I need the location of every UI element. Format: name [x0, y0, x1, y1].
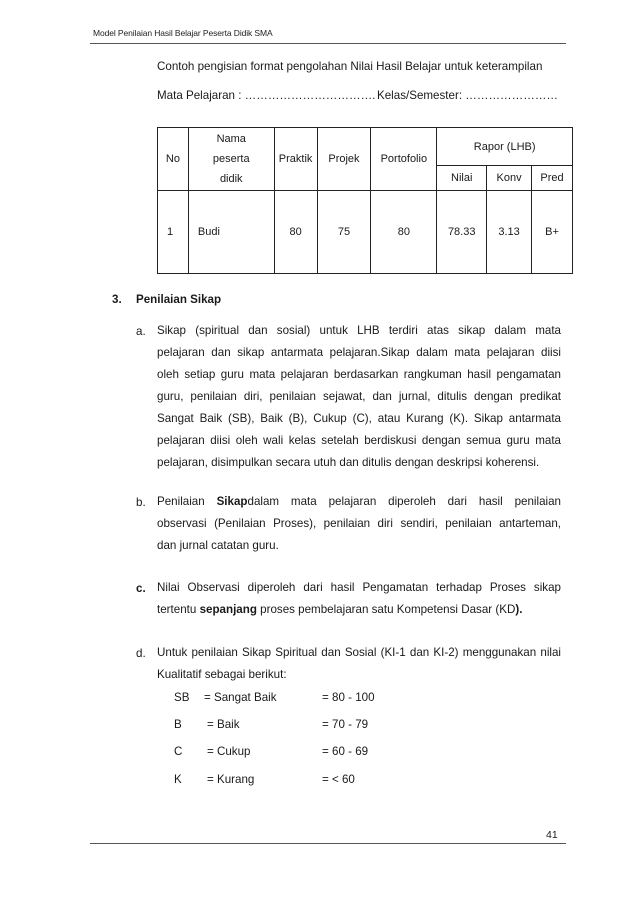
scale-code: SB [174, 691, 190, 704]
scale-label: = Cukup [207, 745, 251, 758]
scale-range: = 60 - 69 [322, 745, 369, 758]
item-b-pre: Penilaian [157, 495, 205, 508]
item-b-marker: b. [136, 496, 146, 509]
cell-pred: B+ [532, 191, 573, 274]
scale-code: B [174, 718, 182, 731]
cell-nama: Budi [188, 191, 274, 274]
cell-no: 1 [158, 191, 189, 274]
cell-praktik: 80 [274, 191, 317, 274]
scale-code: K [174, 773, 182, 786]
cell-projek: 75 [317, 191, 371, 274]
item-c-post: proses pembelajaran satu Kompetensi Dasar (KD [260, 603, 516, 616]
header-rule [90, 43, 566, 44]
item-c-line2 [157, 599, 561, 621]
header-konv: Konv [487, 166, 532, 191]
header-rapor: Rapor (LHB) [437, 128, 573, 166]
table-row [158, 191, 573, 274]
item-b-bold: Sikap [216, 495, 248, 508]
page-number: 41 [546, 829, 558, 841]
item-b-line3: dan jurnal catatan guru. [157, 539, 279, 552]
item-d-line1: Untuk penilaian Sikap Spiritual dan Sosial (KI-1 dan KI-2) menggunakan nilai [157, 646, 561, 659]
intro-line: Contoh pengisian format pengolahan Nilai Hasil Belajar untuk keterampilan [157, 60, 543, 73]
section-number: 3. [112, 293, 122, 306]
scale-label: = Baik [207, 718, 240, 731]
header-projek: Projek [317, 128, 371, 191]
cell-portofolio: 80 [371, 191, 437, 274]
scale-range: = < 60 [322, 773, 355, 786]
header-nama-2: peserta [212, 153, 250, 165]
rapor-table [157, 127, 573, 274]
header-pred: Pred [532, 166, 573, 191]
section-title: Penilaian Sikap [136, 293, 222, 306]
item-a-line: pelajaran, disimpulkan secara utuh dan ditulis dengan deskripsi koherensi. [157, 456, 540, 469]
scale-range: = 80 - 100 [322, 691, 375, 704]
header-nilai: Nilai [437, 166, 487, 191]
header-portofolio: Portofolio [371, 128, 437, 191]
scale-label: = Kurang [207, 773, 255, 786]
item-a-paragraph [157, 320, 561, 474]
cell-nilai: 78.33 [437, 191, 487, 274]
cell-konv: 3.13 [487, 191, 532, 274]
item-b-line1 [157, 491, 561, 513]
item-a-line: Sikap (spiritual dan sosial) untuk LHB terdiri atas sikap dalam mata [157, 324, 561, 337]
item-a-line: Sangat Baik (SB), Baik (B), Cukup (C), atau Kurang (K). Sikap antarmata [157, 412, 561, 425]
item-a-line: oleh setiap guru mata pelajaran berdasarkan rangkuman hasil pengamatan [157, 368, 561, 381]
mapel-field: Mata Pelajaran : ……………………………. [157, 89, 376, 102]
item-a-line: pelajaran dan sikap antarmata pelajaran.Sikap dalam mata pelajaran diisi [157, 346, 561, 359]
header-no: No [158, 128, 189, 191]
header-nama [188, 128, 274, 191]
item-b-line2: observasi (Penilaian Proses), penilaian diri sendiri, penilaian antarteman, [157, 517, 561, 530]
scale-label: = Sangat Baik [204, 691, 277, 704]
item-d-marker: d. [136, 647, 146, 660]
item-c-line1: Nilai Observasi diperoleh dari hasil Pengamatan terhadap Proses sikap [157, 581, 561, 594]
scale-range: = 70 - 79 [322, 718, 369, 731]
header-nama-1: Nama [216, 133, 246, 145]
item-c-marker: c. [136, 582, 146, 595]
item-d-paragraph [157, 642, 561, 686]
item-a-line: pelajaran diisi oleh wali kelas setelah berdiskusi dengan semua guru mata [157, 434, 561, 447]
item-a-line: guru, penilaian diri, penilaian sejawat, dan jurnal, ditulis dengan predikat [157, 390, 561, 403]
kelas-field: Kelas/Semester: …………………… [377, 89, 559, 102]
item-a-marker: a. [136, 325, 146, 338]
running-header: Model Penilaian Hasil Belajar Peserta Didik SMA [93, 28, 273, 38]
header-praktik: Praktik [274, 128, 317, 191]
footer-rule [90, 843, 566, 844]
item-c-paragraph [157, 577, 561, 621]
item-c-bold: sepanjang [199, 603, 257, 616]
item-d-line2: Kualitatif sebagai berikut: [157, 668, 287, 681]
header-nama-3: didik [219, 173, 243, 185]
item-b-paragraph [157, 491, 561, 557]
item-c-end: ). [515, 603, 523, 616]
item-c-pre: tertentu [157, 603, 197, 616]
scale-code: C [174, 745, 183, 758]
item-b-post: dalam mata pelajaran diperoleh dari hasil penilaian [247, 495, 561, 508]
